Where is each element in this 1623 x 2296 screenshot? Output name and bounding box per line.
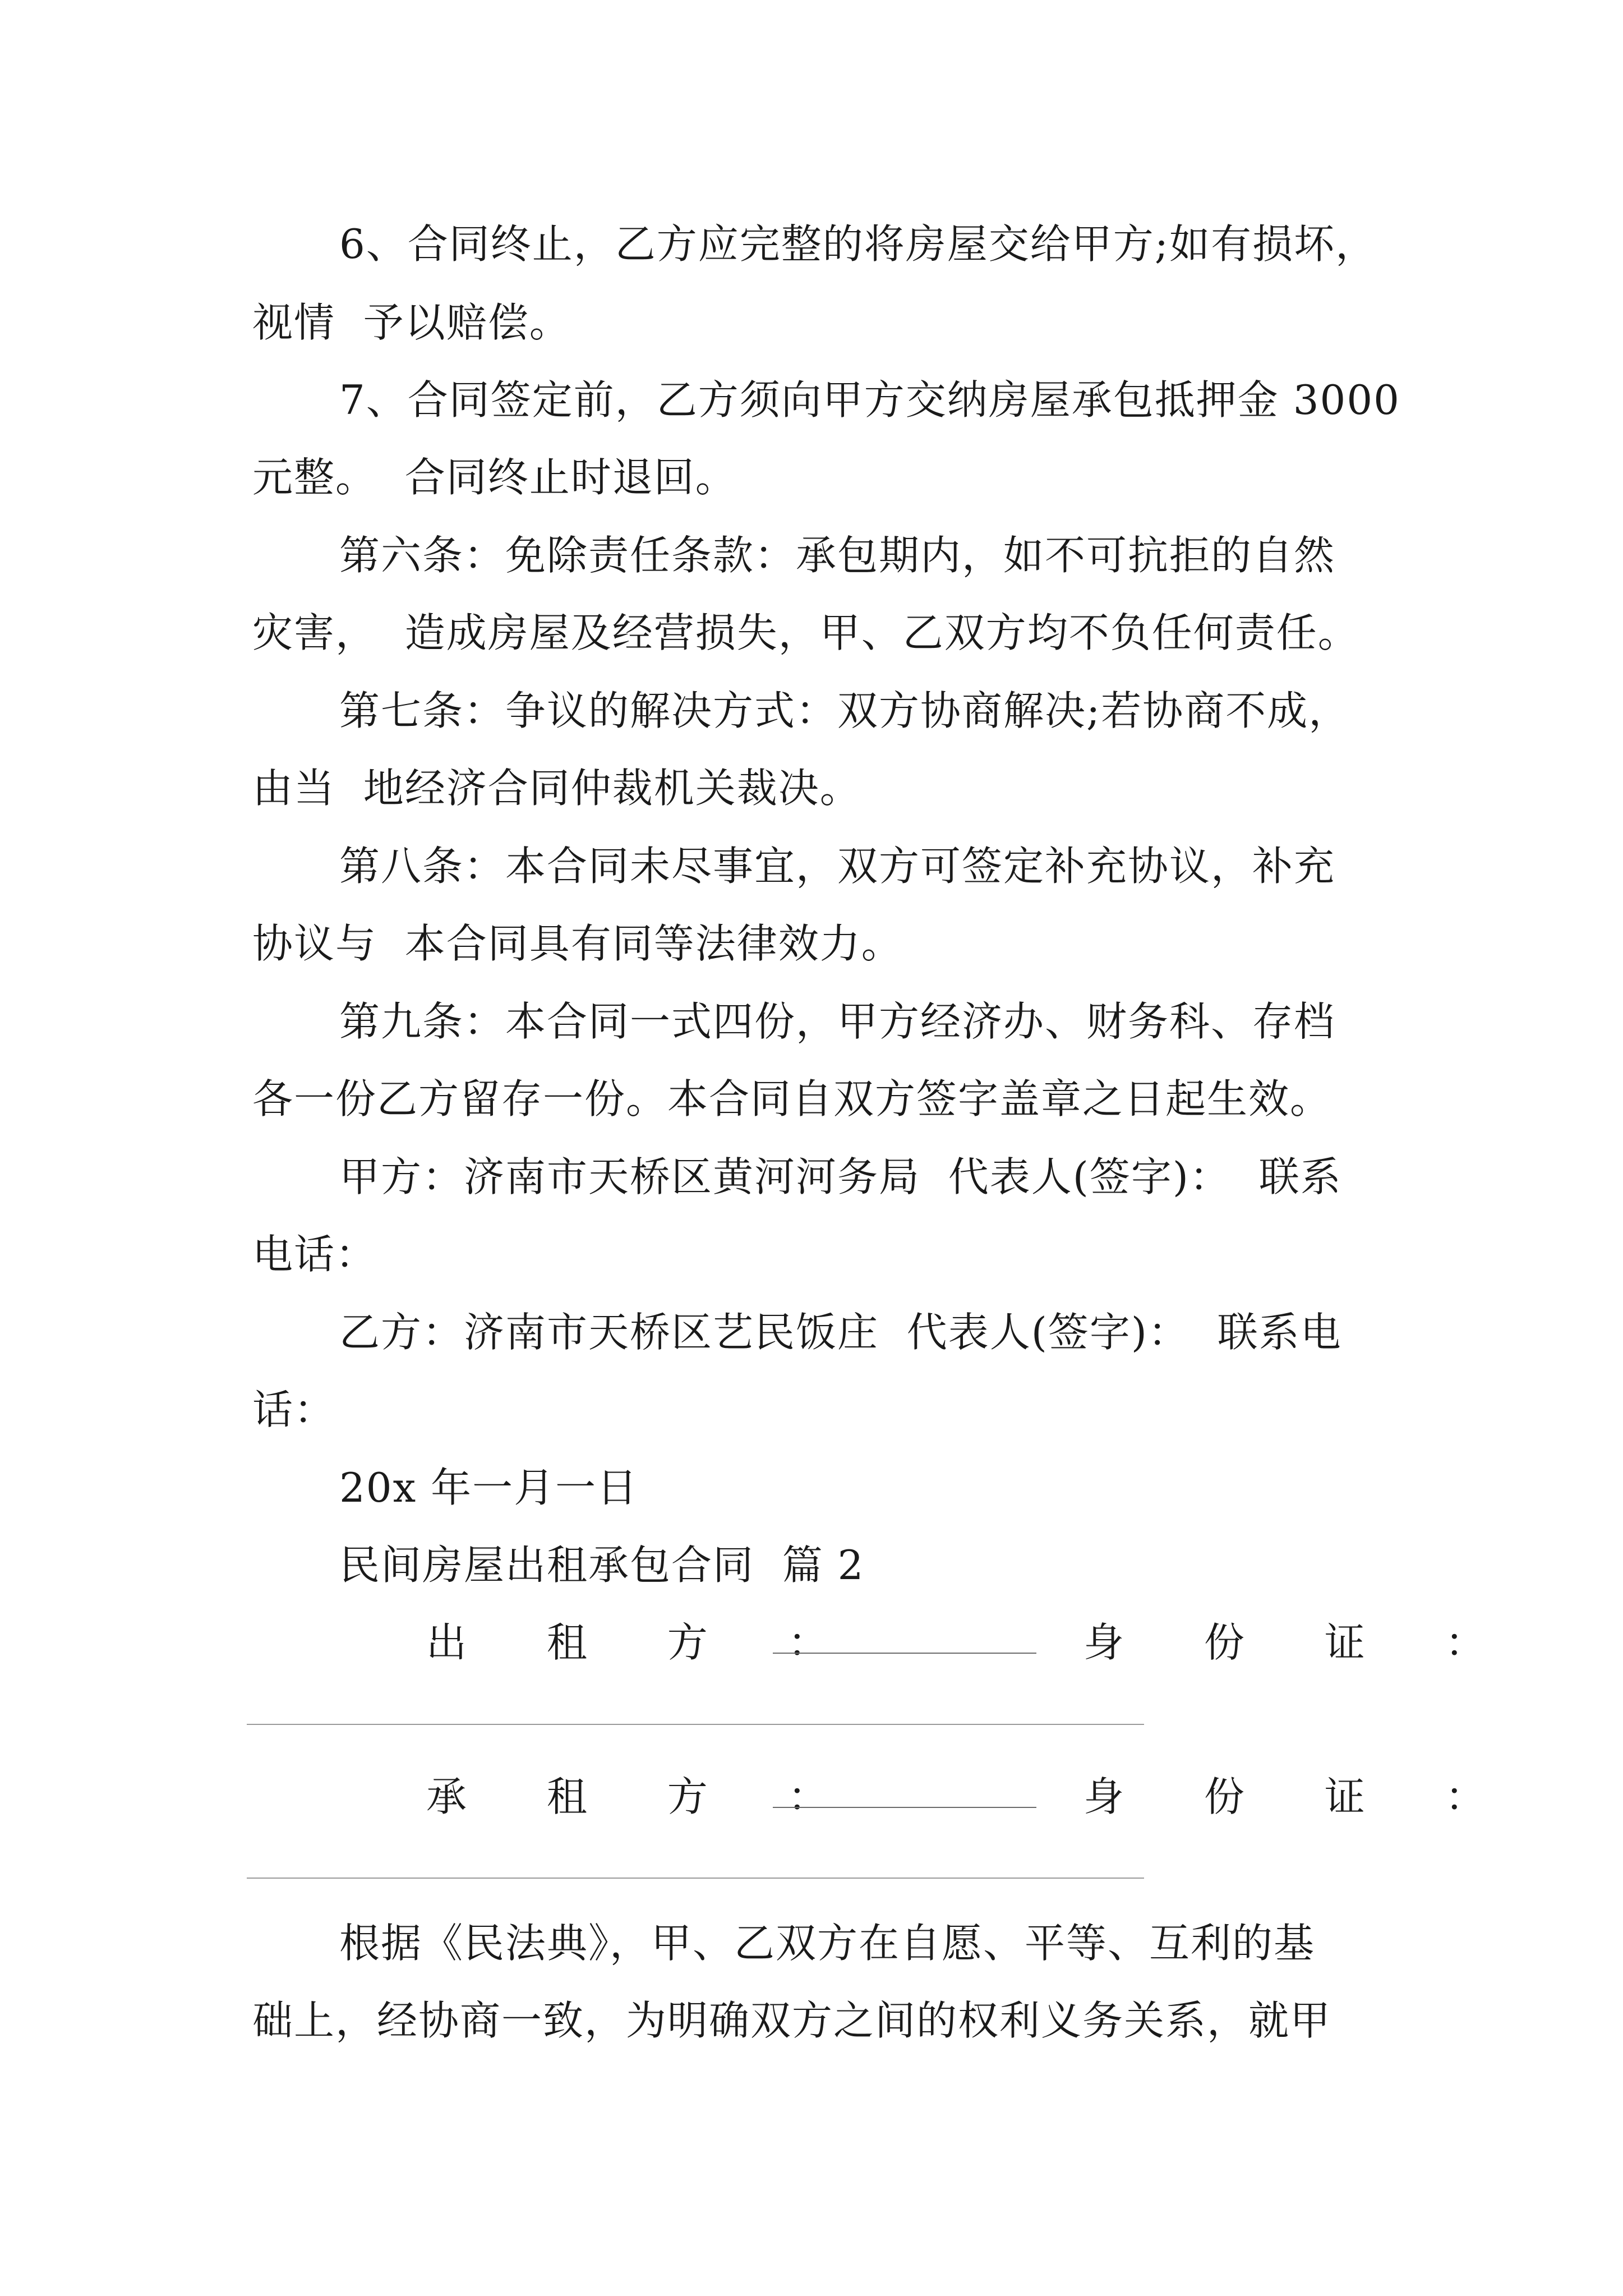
lessor-id-blank[interactable] (247, 1724, 1144, 1725)
article-7-line-2: 由当 地经济合同仲裁机关裁决。 (252, 765, 861, 812)
clause-6-line-2: 视情 予以赔偿。 (252, 299, 571, 346)
party-b-line-1: 乙方：济南市天桥区艺民饭庄 代表人(签字)： 联系电 (339, 1309, 1342, 1356)
signing-date: 20x 年一月一日 (339, 1464, 639, 1511)
preamble-line-2: 础上，经协商一致，为明确双方之间的权利义务关系，就甲 (252, 1997, 1332, 2044)
lessor-label: 出 租 方 ： (426, 1619, 862, 1666)
lessee-label: 承 租 方 ： (426, 1773, 862, 1820)
article-8-line-1: 第八条：本合同未尽事宜，双方可签定补充协议，补充 (339, 843, 1336, 890)
article-9-line-1: 第九条：本合同一式四份，甲方经济办、财务科、存档 (339, 998, 1336, 1045)
lessor-id-label: 身 份 证 ： (1083, 1619, 1519, 1666)
lessee-id-blank[interactable] (247, 1878, 1144, 1879)
lessee-name-blank[interactable] (773, 1807, 1036, 1808)
clause-7-line-1: 7、合同签定前，乙方须向甲方交纳房屋承包抵押金 3000 (339, 376, 1400, 424)
preamble-line-1: 根据《民法典》，甲、乙双方在自愿、平等、互利的基 (339, 1920, 1316, 1967)
party-a-line-1: 甲方：济南市天桥区黄河河务局 代表人(签字)： 联系 (339, 1153, 1342, 1200)
article-6-line-1: 第六条：免除责任条款：承包期内，如不可抗拒的自然 (339, 532, 1336, 579)
party-a-line-2: 电话： (252, 1231, 377, 1278)
article-9-line-2: 各一份乙方留存一份。本合同自双方签字盖章之日起生效。 (252, 1075, 1332, 1122)
clause-7-line-2: 元整。 合同终止时退回。 (252, 454, 737, 501)
clause-6-line-1: 6、合同终止，乙方应完整的将房屋交给甲方;如有损坏， (339, 220, 1377, 268)
section-title-2: 民间房屋出租承包合同 篇 2 (339, 1542, 865, 1589)
lessor-name-blank[interactable] (773, 1653, 1036, 1654)
article-8-line-2: 协议与 本合同具有同等法律效力。 (252, 920, 903, 967)
lessee-id-label: 身 份 证 ： (1083, 1773, 1519, 1820)
article-6-line-2: 灾害， 造成房屋及经营损失，甲、乙双方均不负任何责任。 (252, 609, 1359, 656)
article-7-line-1: 第七条：争议的解决方式：双方协商解决;若协商不成， (339, 687, 1350, 734)
party-b-line-2: 话： (252, 1386, 336, 1433)
